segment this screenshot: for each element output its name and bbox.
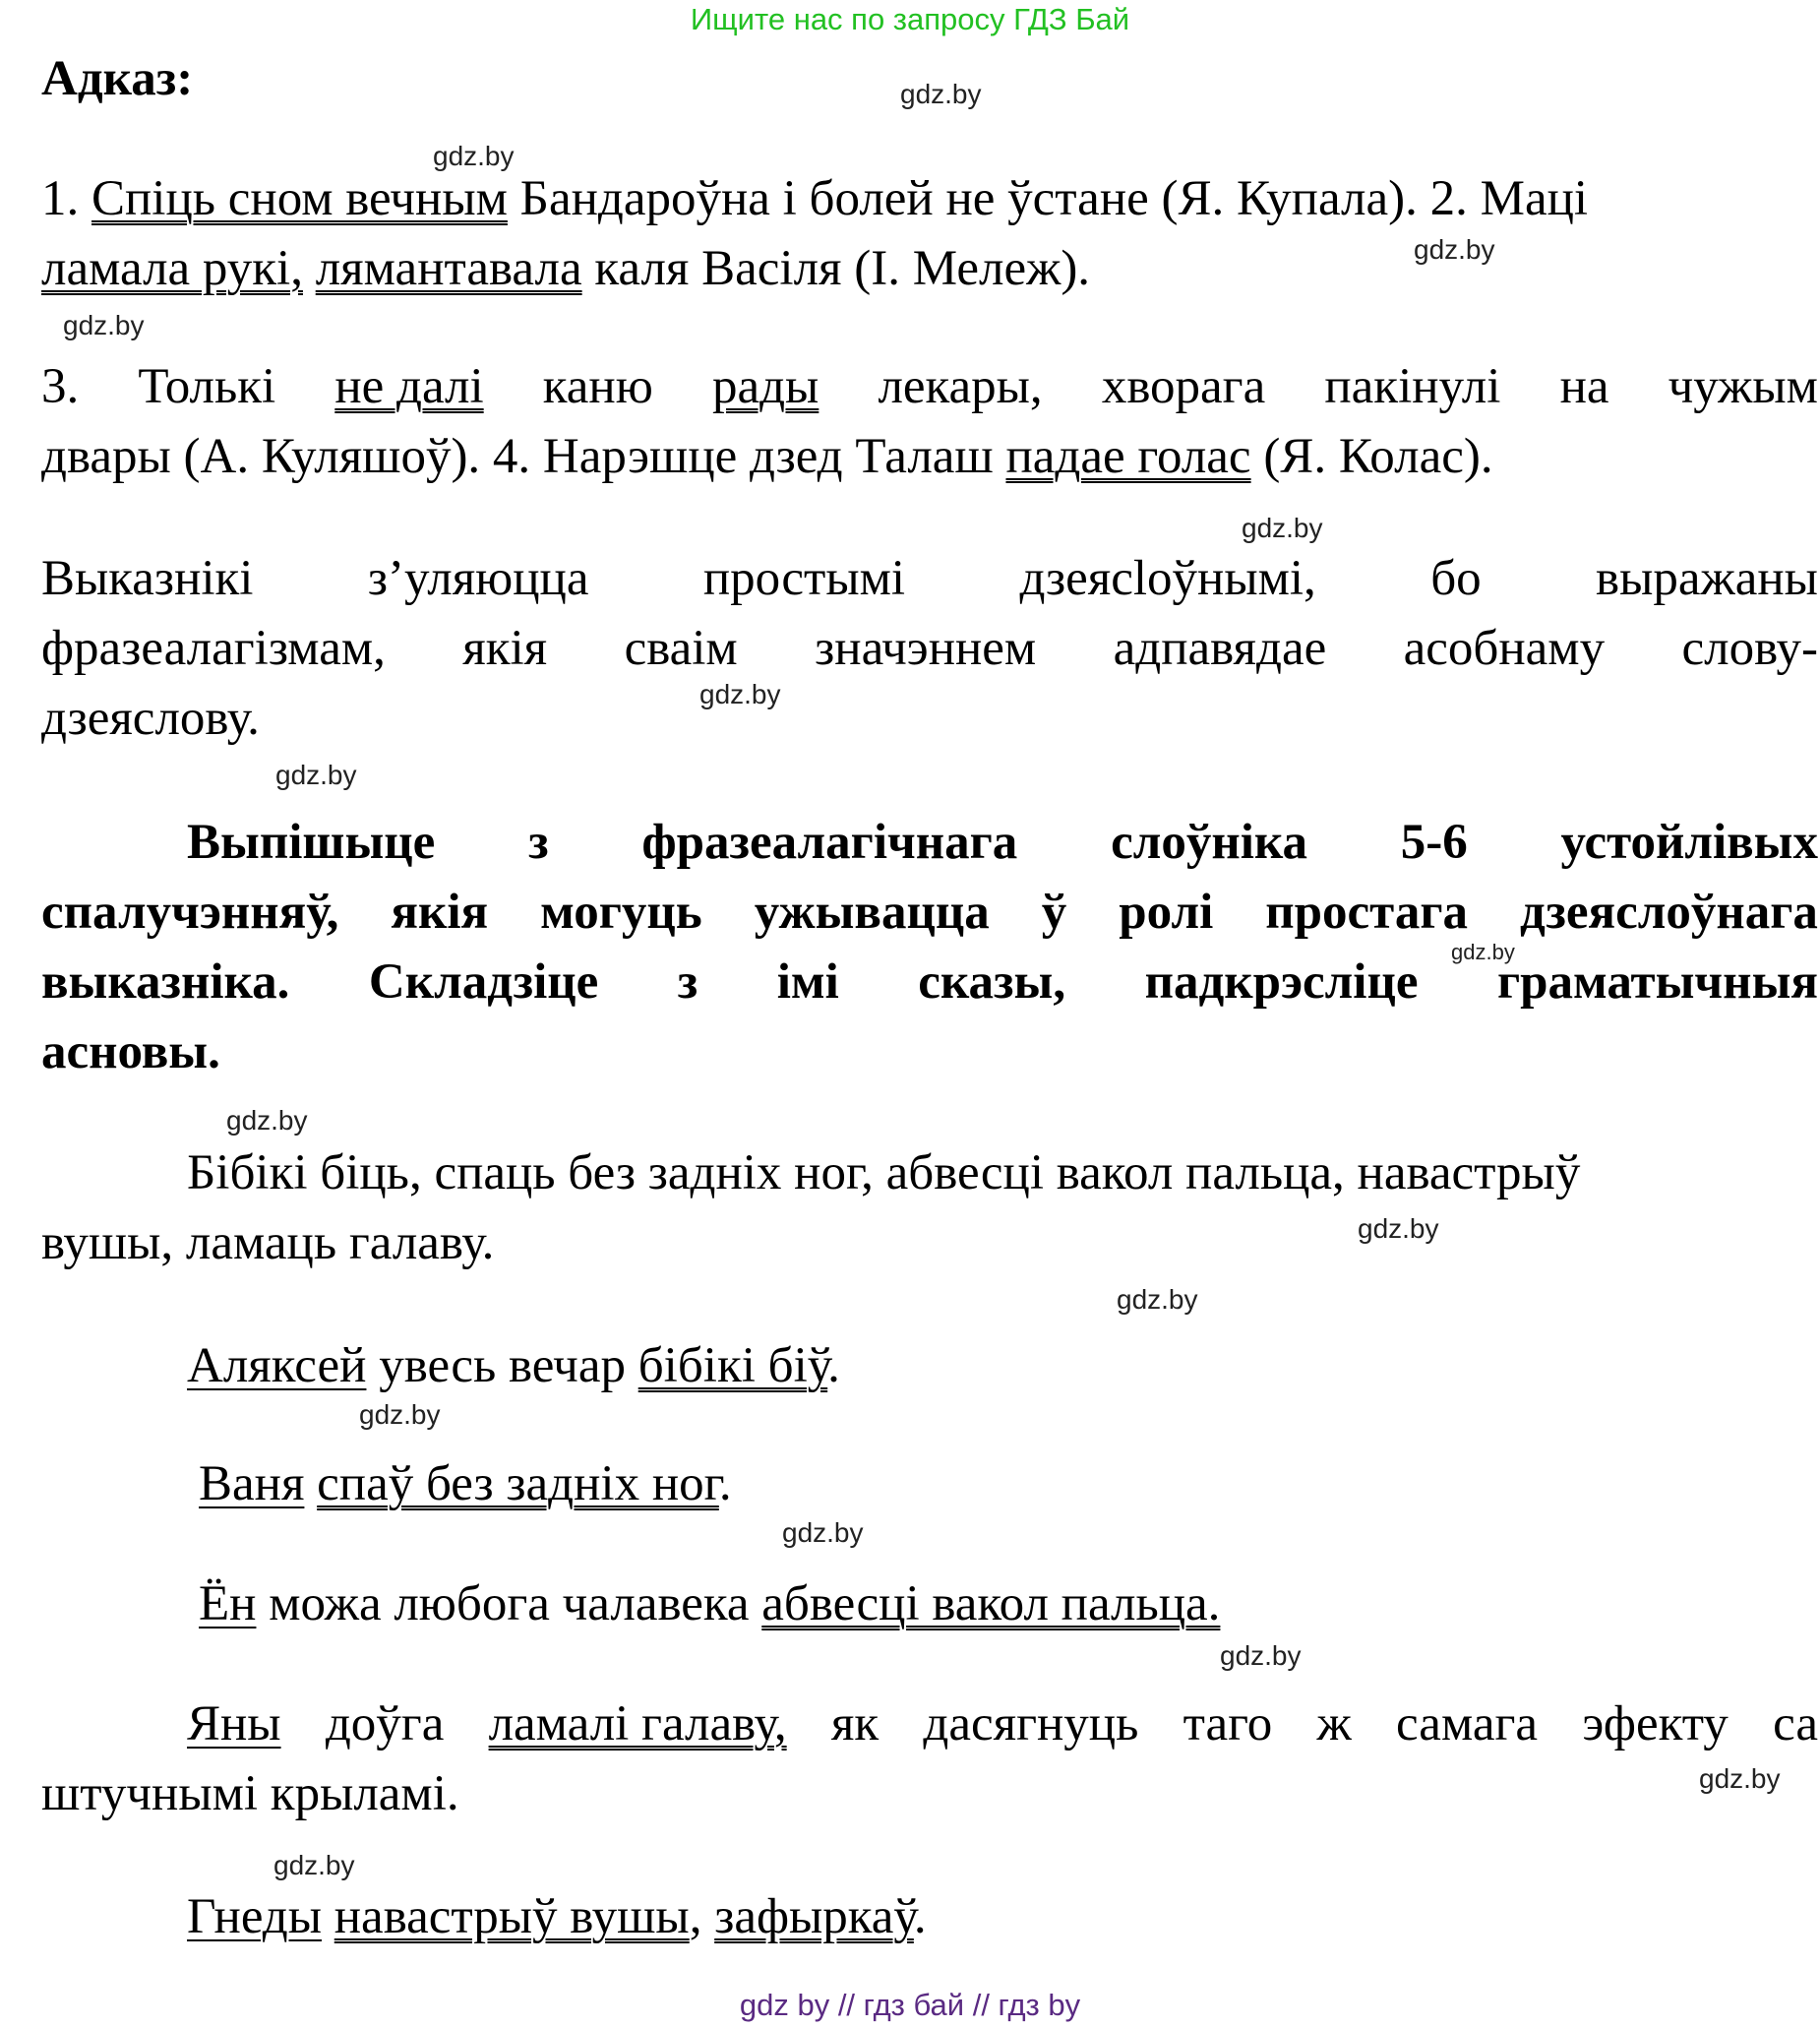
watermark: gdz.by xyxy=(226,1105,308,1136)
word: са xyxy=(1773,1696,1818,1751)
subject-underlined: Ён xyxy=(199,1576,257,1631)
predicate-underlined: ламала рукі, xyxy=(41,241,303,296)
example-sentence xyxy=(199,1574,1220,1633)
word: чужым xyxy=(1668,359,1818,414)
watermark: gdz.by xyxy=(699,679,781,709)
watermark: gdz.by xyxy=(1220,1640,1302,1671)
word: спалучэнняў, xyxy=(41,885,339,940)
watermark: gdz.by xyxy=(273,1850,355,1880)
sentence-text: (Я. Колас). xyxy=(1250,429,1493,484)
watermark: gdz.by xyxy=(1358,1213,1439,1244)
watermark: gdz.by xyxy=(1117,1284,1198,1315)
word: падкрэсліце xyxy=(1144,954,1419,1010)
answer-line xyxy=(41,239,1090,298)
word: доўга xyxy=(325,1696,445,1751)
word: слову- xyxy=(1681,621,1818,676)
sentence-text xyxy=(304,1456,317,1511)
word: устойлівых xyxy=(1560,815,1818,870)
task-line xyxy=(41,883,1818,942)
word: на xyxy=(1559,359,1609,414)
word: сказы, xyxy=(918,954,1066,1010)
word: Складзіце xyxy=(368,954,599,1010)
word: сваім xyxy=(624,621,738,676)
word: могуць xyxy=(540,885,702,940)
task-line xyxy=(187,813,1818,872)
word: якія xyxy=(391,885,489,940)
sentence-text: двары (А. Куляшоў). 4. Нарэшце дзед Талаш xyxy=(41,429,1006,484)
word: ж xyxy=(1316,1696,1352,1751)
word: дасягнуць xyxy=(923,1696,1139,1751)
word: фразеалагізмам, xyxy=(41,621,386,676)
word: эфекту xyxy=(1582,1696,1729,1751)
phrase-list-line: вушы, ламаць галаву. xyxy=(41,1215,495,1270)
predicate-underlined: абвесці вакол пальца. xyxy=(761,1576,1221,1631)
watermark: gdz.by xyxy=(1414,234,1495,265)
word: Толькі xyxy=(138,359,276,414)
sentence-text: каля Васіля (І. Мележ). xyxy=(581,241,1091,296)
punctuation: . xyxy=(718,1456,732,1511)
word: з xyxy=(528,815,549,870)
word: адпавядае xyxy=(1113,621,1327,676)
example-sentence xyxy=(187,1336,840,1395)
word: Выпішыце xyxy=(187,815,436,870)
word: слоўніка xyxy=(1111,815,1307,870)
word: якія xyxy=(462,621,548,676)
word: асобнаму xyxy=(1403,621,1606,676)
subject-underlined: Аляксей xyxy=(187,1338,367,1393)
example-sentence xyxy=(199,1454,732,1513)
watermark: gdz.by xyxy=(63,310,145,340)
predicate-underlined: спаў без задніх ног xyxy=(317,1456,719,1511)
word: дзеяслоўнага xyxy=(1520,885,1818,940)
task-line xyxy=(41,953,1818,1012)
footer-links: gdz by // гдз бай // гдз by xyxy=(739,1988,1081,2022)
watermark: gdz.by xyxy=(1242,513,1323,543)
predicate-underlined: не далі xyxy=(334,359,484,414)
sentence-text: Бандароўна і болей не ўстане (Я. Купала). 2. Маці xyxy=(507,171,1589,226)
explanation-line xyxy=(41,619,1818,678)
answer-line xyxy=(41,427,1493,486)
answer-heading: Адказ: xyxy=(41,51,194,106)
predicate-underlined: лямантавала xyxy=(315,241,582,296)
word: простага xyxy=(1265,885,1468,940)
word: простымі xyxy=(702,551,906,606)
word: граматычныя xyxy=(1496,954,1818,1010)
answer-line xyxy=(41,169,1588,228)
watermark: gdz.by xyxy=(275,760,357,790)
word: хворага xyxy=(1101,359,1266,414)
explanation-line: дзеяслову. xyxy=(41,691,260,746)
punctuation: . xyxy=(913,1889,927,1944)
punctuation: . xyxy=(827,1338,840,1393)
sentence-number: 3. xyxy=(41,359,80,414)
watermark: gdz.by xyxy=(359,1399,441,1430)
search-banner: Ищите нас по запросу ГДЗ Бай xyxy=(690,2,1130,36)
word: 5-6 xyxy=(1400,815,1468,870)
word: ў xyxy=(1041,885,1067,940)
word: каню xyxy=(542,359,653,414)
word: пакінулі xyxy=(1324,359,1501,414)
word: імі xyxy=(776,954,839,1010)
word: фразеалагічнага xyxy=(641,815,1018,870)
word: як xyxy=(830,1696,880,1751)
watermark: gdz.by xyxy=(1699,1763,1781,1794)
predicate-underlined: рады xyxy=(711,359,819,414)
example-sentence xyxy=(187,1694,1818,1753)
predicate-underlined: зафыркаў xyxy=(714,1889,914,1944)
task-line: асновы. xyxy=(41,1024,220,1079)
word: з xyxy=(677,954,698,1010)
watermark: gdz.by xyxy=(433,141,515,171)
word: значэннем xyxy=(815,621,1037,676)
sentence-text: увесь вечар xyxy=(366,1338,638,1393)
predicate-underlined: падае голас xyxy=(1005,429,1251,484)
word: Выказнікі xyxy=(41,551,254,606)
word: ролі xyxy=(1119,885,1214,940)
punctuation: , xyxy=(689,1889,715,1944)
word: бо xyxy=(1430,551,1482,606)
word: дзеясloўнымі, xyxy=(1019,551,1316,606)
answer-line xyxy=(41,357,1818,416)
phrase-list-line: Бібікі біць, спаць без задніх ног, абвесці вакол пальца, навастрыў xyxy=(187,1145,1581,1200)
subject-underlined: Ваня xyxy=(199,1456,305,1511)
predicate-underlined: ламалі галаву, xyxy=(488,1696,787,1751)
word: лекары, xyxy=(878,359,1043,414)
predicate-underlined: Спіць сном вечным xyxy=(91,171,508,226)
explanation-line xyxy=(41,549,1818,608)
word: таго xyxy=(1183,1696,1273,1751)
sentence-text: можа любога чалавека xyxy=(256,1576,762,1631)
watermark: gdz.by xyxy=(900,79,982,109)
subject-underlined: Гнеды xyxy=(187,1889,323,1944)
predicate-underlined: бібікі біў xyxy=(637,1338,828,1393)
word: самага xyxy=(1396,1696,1539,1751)
subject-underlined: Яны xyxy=(187,1696,281,1751)
word: выказніка. xyxy=(41,954,290,1010)
word: ужывацца xyxy=(754,885,990,940)
predicate-underlined: навастрыў вушы xyxy=(334,1889,690,1944)
example-sentence xyxy=(187,1887,927,1946)
word: з’уляюцца xyxy=(367,551,589,606)
example-sentence: штучнымі крыламі. xyxy=(41,1766,459,1821)
watermark: gdz.by xyxy=(782,1517,864,1548)
watermark: gdz.by xyxy=(1451,940,1515,964)
word: выражаны xyxy=(1596,551,1818,606)
sentence-number: 1. xyxy=(41,171,80,226)
